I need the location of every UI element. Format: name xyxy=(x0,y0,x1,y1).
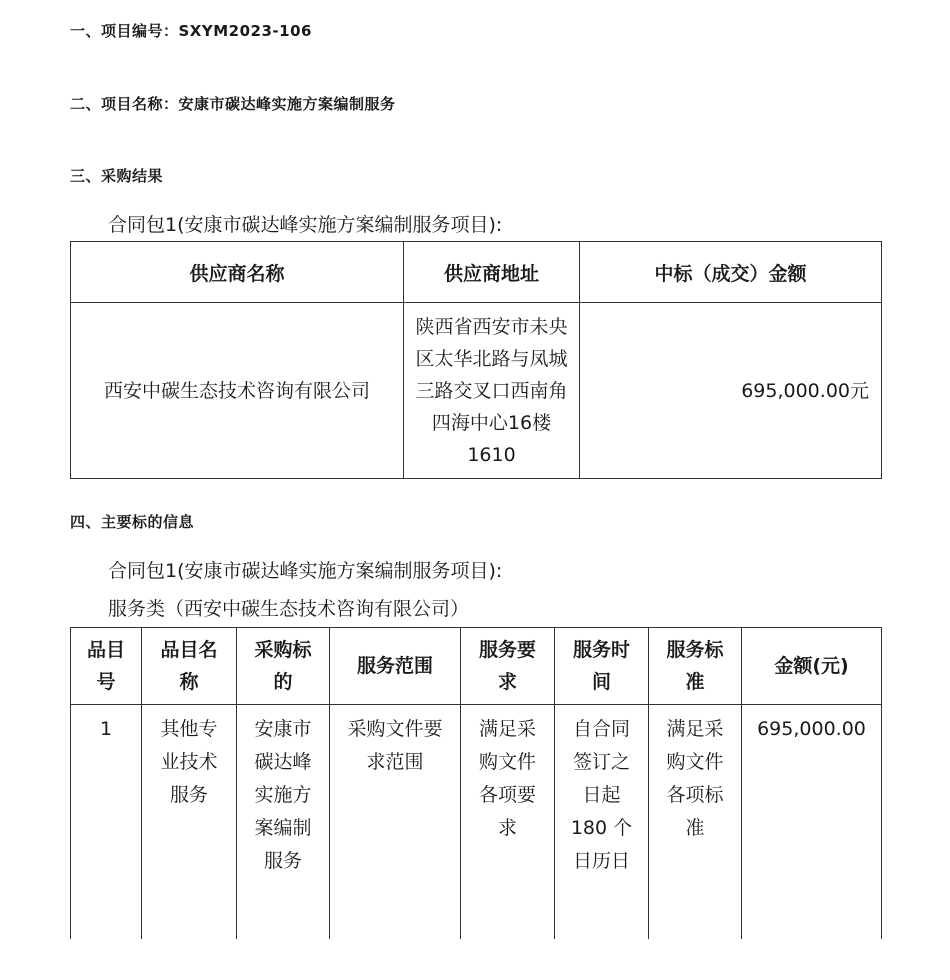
result-package-label: 合同包1(安康市碳达峰实施方案编制服务项目): xyxy=(108,214,503,236)
header-amount: 金额(元) xyxy=(742,628,882,705)
header-supplier-address: 供应商地址 xyxy=(404,242,580,303)
header-service-requirement: 服务要求 xyxy=(461,628,555,705)
cell-service-time: 自合同签订之日起 180 个日历日 xyxy=(555,705,649,940)
header-service-time: 服务时间 xyxy=(555,628,649,705)
table-row xyxy=(71,705,882,940)
cell-amount: 695,000.00 xyxy=(742,705,882,940)
cell-service-requirement: 满足采购文件各项要求 xyxy=(461,705,555,940)
cell-item-number: 1 xyxy=(71,705,142,940)
header-procurement-subject: 采购标的 xyxy=(237,628,330,705)
header-service-scope: 服务范围 xyxy=(330,628,461,705)
section-main-subject: 四、主要标的信息 xyxy=(70,513,195,531)
subject-package-label: 合同包1(安康市碳达峰实施方案编制服务项目): xyxy=(108,560,503,582)
subject-table xyxy=(70,627,882,939)
cell-item-name: 其他专业技术服务 xyxy=(142,705,237,940)
cell-supplier-name: 西安中碳生态技术咨询有限公司 xyxy=(71,303,404,479)
cell-service-standard: 满足采购文件各项标准 xyxy=(649,705,742,940)
header-award-amount: 中标（成交）金额 xyxy=(580,242,882,303)
subject-category-label: 服务类（西安中碳生态技术咨询有限公司） xyxy=(108,598,470,620)
table-header-row xyxy=(71,242,882,303)
header-service-standard: 服务标准 xyxy=(649,628,742,705)
cell-supplier-address: 陕西省西安市未央区太华北路与凤城三路交叉口西南角四海中心16楼1610 xyxy=(404,303,580,479)
cell-service-scope: 采购文件要求范围 xyxy=(330,705,461,940)
header-supplier-name: 供应商名称 xyxy=(71,242,404,303)
table-row xyxy=(71,303,882,479)
cell-award-amount: 695,000.00元 xyxy=(580,303,882,479)
section-project-name: 二、项目名称：安康市碳达峰实施方案编制服务 xyxy=(70,95,396,113)
header-item-name: 品目名称 xyxy=(142,628,237,705)
header-item-number: 品目号 xyxy=(71,628,142,705)
table-header-row xyxy=(71,628,882,705)
section-project-number: 一、项目编号：SXYM2023-106 xyxy=(70,22,312,40)
cell-procurement-subject: 安康市碳达峰实施方案编制服务 xyxy=(237,705,330,940)
section-procurement-result: 三、采购结果 xyxy=(70,167,164,185)
result-table xyxy=(70,241,882,479)
